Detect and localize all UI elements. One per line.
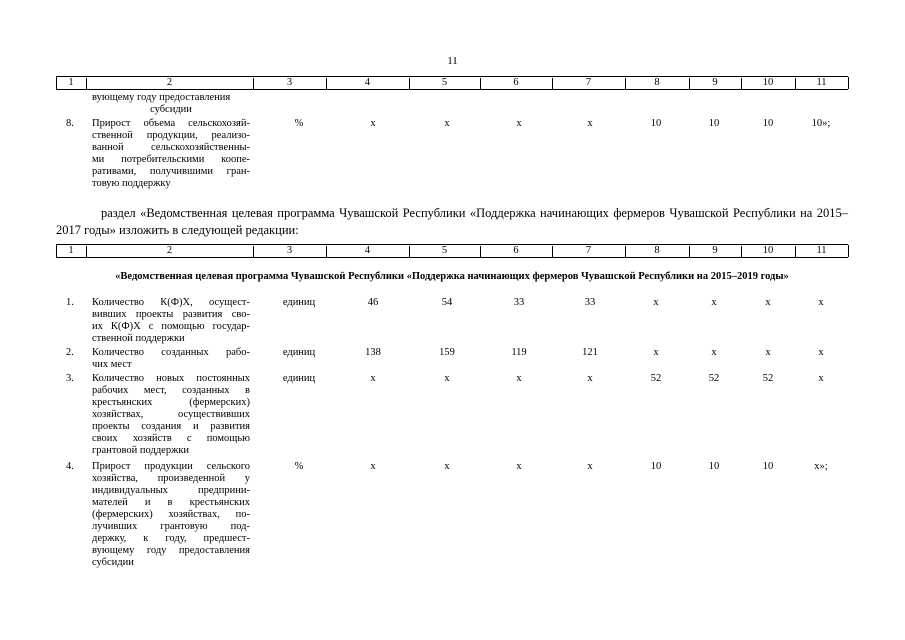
value-cell: 10»; xyxy=(811,118,831,129)
table1-col-header: 5 xyxy=(441,77,448,88)
row-number: 2. xyxy=(66,347,74,358)
table1-continuation xyxy=(92,92,250,116)
value-cell: х xyxy=(587,461,593,472)
row-label: Прирост объема сельскохозяй- ственной продукции, реализо- ванной сельскохозяйственны- ми потребительскими коопе- ративами, получившими гран- товую поддержку xyxy=(92,118,250,189)
value-cell: х xyxy=(765,297,771,308)
row-number: 1. xyxy=(66,297,74,308)
row-label: Количество созданных рабо- чих мест xyxy=(92,347,250,370)
value-cell: х xyxy=(516,461,522,472)
table1-col-header: 8 xyxy=(654,77,660,88)
instruction-paragraph: раздел «Ведомственная целевая программа Чувашской Республики «Поддержка начинающих фермеров Чувашской Республики на 2015–2017 годы» изложить в следующей редакции: xyxy=(56,206,848,237)
value-cell: х xyxy=(516,373,522,384)
table1-col-header: 1 xyxy=(68,77,74,88)
value-cell: х xyxy=(818,347,824,358)
value-cell: х xyxy=(587,118,593,129)
table2-col-header: 7 xyxy=(585,245,592,256)
continuation-line: вующему году предоставления xyxy=(92,92,231,103)
unit-cell: % xyxy=(294,461,304,472)
table2-col-header: 10 xyxy=(762,245,774,256)
value-cell: 52 xyxy=(762,373,774,384)
value-cell: х xyxy=(653,297,659,308)
table2-col-header: 3 xyxy=(286,245,293,256)
unit-cell: единиц xyxy=(282,297,316,308)
value-cell: х xyxy=(587,373,593,384)
row-label: Количество новых постоянных рабочих мест, созданных в крестьянских (фермерских) хозяйствах, осуществивших проекты создания и развития своих хозяйств с помощью грантовой поддержки xyxy=(92,373,250,456)
value-cell: 138 xyxy=(365,347,381,358)
row-label: Количество К(Ф)Х, осущест- вивших проекты развития сво- их К(Ф)Х с помощью государ- ственной поддержки xyxy=(92,297,250,344)
unit-cell: единиц xyxy=(282,373,316,384)
value-cell: х xyxy=(370,373,376,384)
value-cell: 10 xyxy=(708,118,720,129)
value-cell: х xyxy=(370,461,376,472)
value-cell: х xyxy=(516,118,522,129)
value-cell: 159 xyxy=(439,347,455,358)
value-cell: х xyxy=(711,297,717,308)
table2-col-header: 1 xyxy=(68,245,74,256)
row-number: 4. xyxy=(66,461,74,472)
value-cell: х xyxy=(818,373,824,384)
value-cell: х xyxy=(444,118,450,129)
table2-col-header: 2 xyxy=(166,245,173,256)
table1-col-header: 10 xyxy=(762,77,774,88)
value-cell: 33 xyxy=(584,297,596,308)
table2-col-header: 11 xyxy=(816,245,827,256)
value-cell: 10 xyxy=(762,461,774,472)
table1-col-header: 6 xyxy=(513,77,519,88)
value-cell: 46 xyxy=(367,297,379,308)
value-cell: 54 xyxy=(441,297,453,308)
table1-col-header: 4 xyxy=(364,77,371,88)
value-cell: 10 xyxy=(708,461,720,472)
value-cell: 119 xyxy=(511,347,527,358)
value-cell: х xyxy=(444,461,450,472)
unit-cell: % xyxy=(294,118,304,129)
page-number: 11 xyxy=(447,55,458,67)
value-cell: х xyxy=(711,347,717,358)
table1-col-header: 2 xyxy=(166,77,173,88)
value-cell: х xyxy=(653,347,659,358)
table1-col-header: 3 xyxy=(286,77,293,88)
table2-col-header: 8 xyxy=(654,245,660,256)
row-label: Прирост продукции сельского хозяйства, произведенной у индивидуальных предприни- мателей и в крестьянских (фермерских) хозяйствах, по- лучивших грантовую под- держку, к году, предшест- вующему году предоставления субсидии xyxy=(92,461,250,568)
table2-col-header: 5 xyxy=(441,245,448,256)
table1-col-header: 7 xyxy=(585,77,592,88)
table1-col-header: 9 xyxy=(712,77,718,88)
table1-col-header: 11 xyxy=(816,77,827,88)
value-cell: 121 xyxy=(582,347,598,358)
value-cell: 10 xyxy=(650,461,662,472)
value-cell: х xyxy=(765,347,771,358)
value-cell: 33 xyxy=(513,297,525,308)
row-number: 3. xyxy=(66,373,74,384)
value-cell: 52 xyxy=(650,373,662,384)
value-cell: х xyxy=(370,118,376,129)
table2-col-header: 4 xyxy=(364,245,371,256)
value-cell: 52 xyxy=(708,373,720,384)
table2-col-header: 6 xyxy=(513,245,519,256)
continuation-line: субсидии xyxy=(150,104,192,115)
unit-cell: единиц xyxy=(282,347,316,358)
table2-col-header: 9 xyxy=(712,245,718,256)
program-title: «Ведомственная целевая программа Чувашской Республики «Поддержка начинающих фермеров Чувашской Республики на 2015–2019 годы» xyxy=(115,271,789,282)
value-cell: 10 xyxy=(650,118,662,129)
value-cell: х xyxy=(818,297,824,308)
value-cell: 10 xyxy=(762,118,774,129)
value-cell: х»; xyxy=(814,461,828,472)
value-cell: х xyxy=(444,373,450,384)
row-number: 8. xyxy=(66,118,74,129)
